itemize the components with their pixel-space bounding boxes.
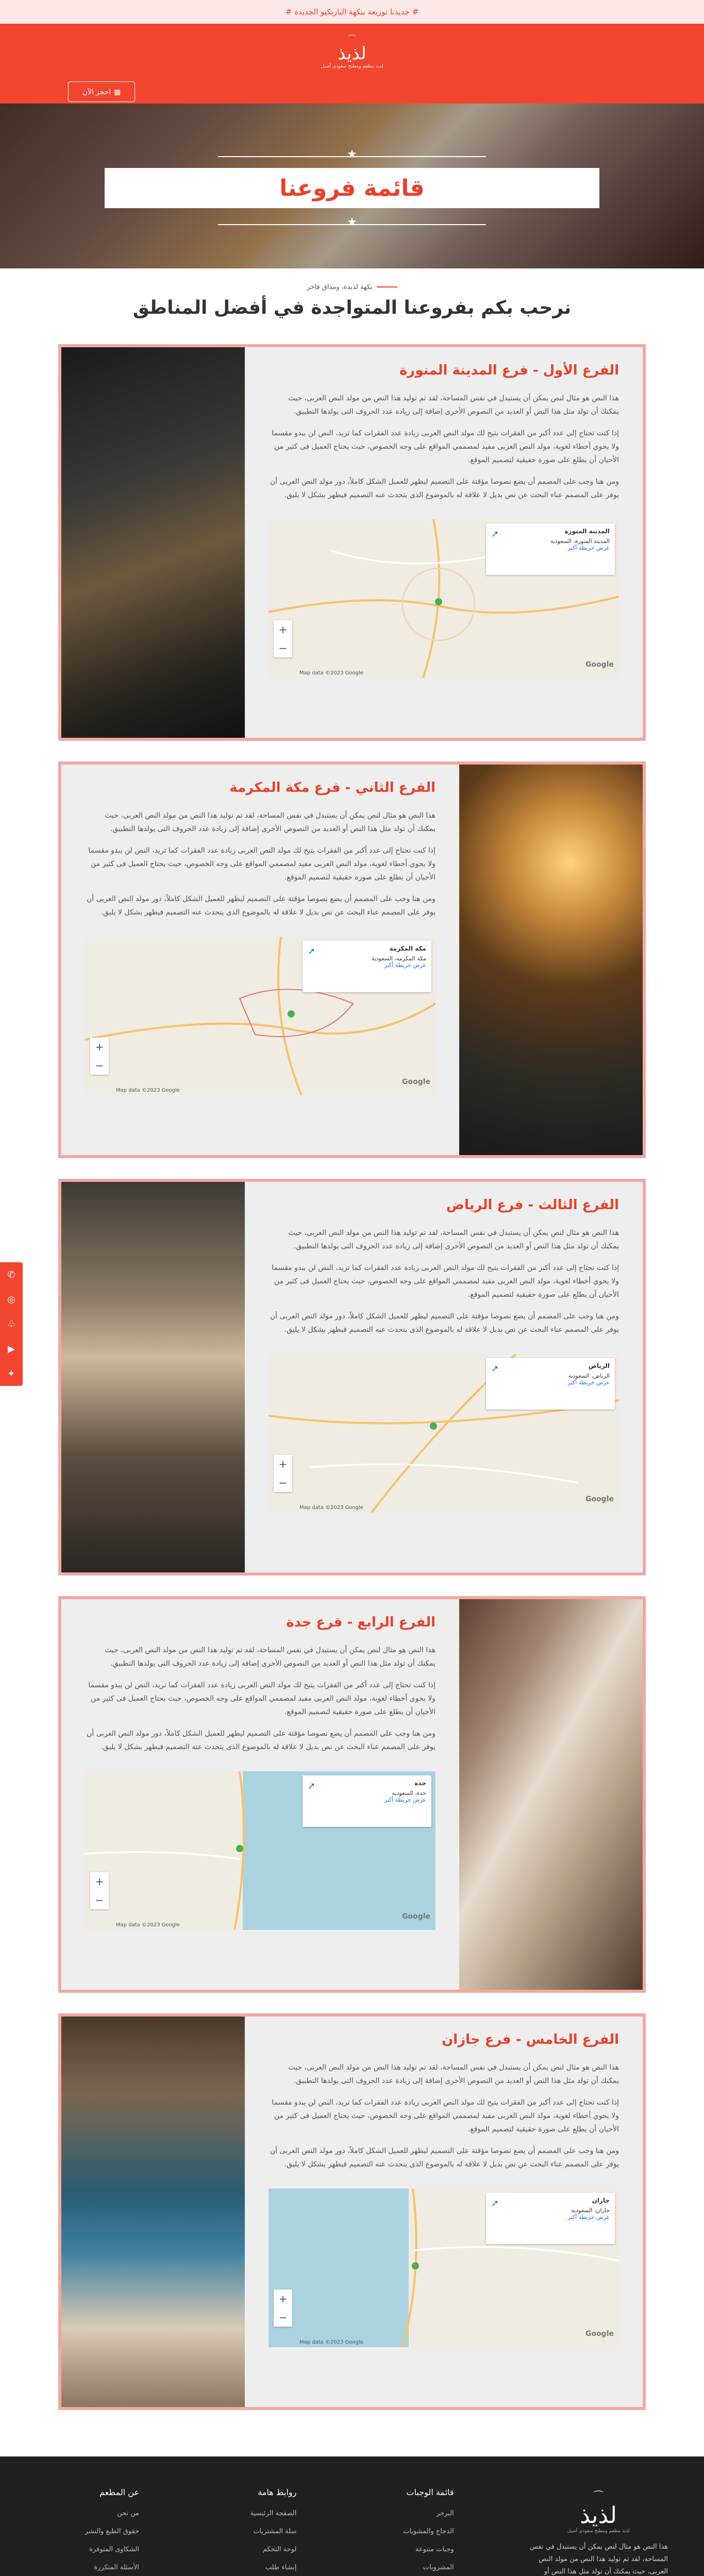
footer-link[interactable]: حقوق الطبع والنشر (85, 2527, 140, 2535)
announcement-bar (0, 0, 704, 24)
map-info-card (303, 1775, 431, 1827)
footer-link[interactable]: الصفحة الرئيسية (250, 2509, 297, 2517)
footer-link[interactable]: الدجاج والمشويات (403, 2527, 454, 2535)
branch-paragraph: ومن هنا وجب على المصمم أن يضع نصوصا مؤقتة على التصميم ليظهر للعميل الشكل كاملاً، دور مولد النص العربى أن يوفر على المصمم عناء البحث عن نص بديل لا علاقة له بالموضوع الذى يتحدث عنه التصميم فيظهر بشكل لا يليق. (86, 1729, 435, 1751)
footer-link[interactable]: وجبات متنوعة (415, 2545, 454, 2553)
map-place-subtitle: مكة المكرمة، السعودية (371, 955, 426, 962)
zoom-in-button[interactable]: + (95, 1875, 104, 1888)
reserve-label: احجز الآن (82, 87, 111, 96)
branch-paragraph: هذا النص هو مثال لنص يمكن أن يستبدل في نفس المساحة، لقد تم توليد هذا النص من مولد النص العربى، حيث يمكنك أن تولد مثل هذا النص أو العديد من النصوص الأخرى إضافة إلى زيادة عدد الحروف التى يولدها التطبيق. (288, 1228, 619, 1250)
footer-link[interactable]: الأسئلة المتكررة (94, 2563, 140, 2571)
footer-logo-tagline: لذيذ مطعم ومطبخ سعودي أصيل (567, 2528, 630, 2534)
branch-text (245, 347, 643, 738)
intro-eyebrow (307, 283, 397, 291)
zoom-out-button[interactable]: − (95, 1059, 104, 1072)
branch-title: الفرع الخامس - فرع جازان (442, 2031, 619, 2047)
branch-card (58, 1596, 646, 1993)
zoom-out-button[interactable]: − (278, 2311, 288, 2324)
site-header (0, 24, 704, 104)
branch-card (58, 2013, 646, 2410)
map-place-name: جدة (414, 1779, 426, 1787)
branch-paragraph: ومن هنا وجب على المصمم أن يضع نصوصا مؤقتة على التصميم ليظهر للعميل الشكل كاملاً، دور مولد النص العربى أن يوفر على المصمم عناء البحث عن نص بديل لا علاقة له بالموضوع الذى يتحدث عنه التصميم فيظهر بشكل لا يليق. (270, 2146, 619, 2168)
map-info-card (303, 941, 431, 992)
branch-text (61, 765, 459, 1155)
google-logo: Google (585, 2329, 614, 2338)
zoom-in-button[interactable]: + (278, 623, 288, 636)
map-place-name: مكة المكرمة (389, 944, 426, 952)
logo[interactable] (298, 35, 406, 69)
branch-card (58, 761, 646, 1158)
branch-map[interactable] (269, 1354, 619, 1513)
branch-photo (61, 347, 245, 738)
map-place-name: جازان (592, 2196, 610, 2204)
map-place-name: المدينة المنورة (564, 527, 610, 535)
cloche-icon: ⌒ (593, 2489, 604, 2502)
map-larger-link[interactable]: عرض خريطة أكبر (567, 2213, 610, 2221)
footer-link-list (57, 2510, 139, 2576)
map-info-card (486, 2193, 615, 2244)
youtube-icon[interactable]: ▶ (8, 1343, 15, 1354)
footer-link[interactable]: إنشاء طلب (265, 2563, 297, 2571)
branch-map[interactable] (85, 1771, 435, 1930)
branch-title: الفرع الأول - فرع المدينة المنورة (399, 362, 619, 378)
zoom-in-button[interactable]: + (95, 1040, 104, 1053)
footer-description: هذا النص هو مثال لنص يمكن أن يستبدل في نفس المساحة، لقد تم توليد هذا النص من مولد النص العربى، حيث يمكنك أن تولد مثل هذا النص أو (529, 2543, 668, 2575)
map-zoom-controls (90, 1872, 109, 1909)
site-footer (0, 2456, 704, 2576)
zoom-out-button[interactable]: − (278, 641, 288, 654)
footer-column-title: قائمة الوجبات (406, 2487, 454, 2497)
directions-icon[interactable]: ➚ (308, 945, 316, 957)
directions-icon[interactable]: ➚ (491, 528, 499, 539)
star-icon: ★ (347, 216, 357, 229)
zoom-in-button[interactable]: + (278, 2292, 288, 2305)
map-larger-link[interactable]: عرض خريطة أكبر (567, 544, 610, 551)
intro-section (0, 268, 704, 324)
branches-list (58, 344, 646, 2410)
twitter-icon[interactable]: ✦ (7, 1368, 15, 1379)
page-title: قائمة فروعنا (279, 175, 425, 201)
branch-photo (61, 2016, 245, 2407)
branch-paragraph: إذا كنت تحتاج إلى عدد أكبر من الفقرات يتيح لك مولد النص العربى زيادة عدد الفقرات كما تريد، النص لن يبدو مقسما ولا يحوي أخطاء لغوية، مولد النص العربى مفيد لمصممي المواقع على وجه الخصوص، حيث يحتاج العميل فى كثير من الأحيان أن يطلع على صورة حقيقية لتصميم الموقع. (272, 429, 619, 464)
intro-title: نرحب بكم بفروعنا المتواجدة في أفضل المناطق (132, 297, 572, 318)
footer-link[interactable]: الشكاوى المتوفرة (89, 2545, 140, 2553)
directions-icon[interactable]: ➚ (491, 1363, 499, 1374)
branch-title: الفرع الرابع - فرع جدة (286, 1614, 435, 1630)
footer-link-list (214, 2510, 296, 2576)
google-logo: Google (401, 1077, 430, 1086)
footer-link[interactable]: سلة المشتريات (253, 2527, 297, 2535)
branch-paragraph: هذا النص هو مثال لنص يمكن أن يستبدل في نفس المساحة، لقد تم توليد هذا النص من مولد النص العربى، حيث يمكنك أن تولد مثل هذا النص أو العديد من النصوص الأخرى إضافة إلى زيادة عدد الحروف التى يولدها التطبيق. (105, 811, 435, 833)
branch-photo (459, 765, 643, 1155)
google-logo: Google (585, 660, 614, 669)
branch-text (245, 2016, 643, 2407)
map-place-subtitle: جدة، السعودية (392, 1789, 426, 1797)
footer-column-title: عن المطعم (99, 2487, 140, 2497)
footer-column-title: روابط هامة (258, 2487, 297, 2497)
branch-paragraph: إذا كنت تحتاج إلى عدد أكبر من الفقرات يتيح لك مولد النص العربى زيادة عدد الفقرات كما تريد، النص لن يبدو مقسما ولا يحوي أخطاء لغوية، مولد النص العربى مفيد لمصممي المواقع على وجه الخصوص، حيث يحتاج العميل فى كثير من الأحيان أن يطلع على صورة حقيقية لتصميم الموقع. (88, 846, 435, 882)
map-larger-link[interactable]: عرض خريطة أكبر (384, 1796, 426, 1803)
branch-title: الفرع الثالث - فرع الرياض (446, 1197, 619, 1213)
whatsapp-icon[interactable]: ✆ (7, 1269, 15, 1280)
footer-link-list (372, 2510, 454, 2576)
footer-link[interactable]: لوحة التحكم (262, 2545, 297, 2553)
cloche-icon: ⌒ (347, 34, 356, 44)
map-place-subtitle: جازان، السعودية (571, 2207, 610, 2214)
footer-brand (529, 2487, 668, 2576)
eyebrow-dash (377, 286, 397, 287)
branch-map[interactable] (85, 937, 435, 1095)
map-attribution: Map data ©2023 Google (299, 670, 363, 676)
map-larger-link[interactable]: عرض خريطة أكبر (384, 961, 426, 969)
zoom-out-button[interactable]: − (95, 1893, 104, 1906)
branch-map[interactable] (269, 2189, 619, 2347)
branch-map[interactable] (269, 519, 619, 678)
star-icon: ★ (347, 148, 357, 161)
branch-card (58, 1179, 646, 1575)
map-zoom-controls (274, 1455, 292, 1492)
logo-tagline: لذيذ مطعم ومطبخ سعودي أصيل (321, 64, 383, 69)
footer-link[interactable]: المشروبات (423, 2563, 454, 2571)
map-attribution: Map data ©2023 Google (299, 1504, 363, 1511)
announcement-text: # جديدنا توزيعة بنكهة الباربكيو الجديدة # (285, 7, 419, 16)
instagram-icon[interactable]: ◎ (7, 1294, 15, 1305)
map-info-card (486, 1358, 615, 1410)
hero-title-box (105, 168, 599, 208)
map-place-subtitle: المدينة المنورة، السعودية (550, 537, 610, 545)
branch-title: الفرع الثاني - فرع مكة المكرمة (229, 779, 435, 795)
reserve-button[interactable] (68, 81, 135, 102)
floating-social-bar (0, 1262, 23, 1386)
footer-links-column (214, 2487, 296, 2576)
google-logo: Google (401, 1912, 430, 1921)
branch-paragraph: هذا النص هو مثال لنص يمكن أن يستبدل في نفس المساحة، لقد تم توليد هذا النص من مولد النص العربى، حيث يمكنك أن تولد مثل هذا النص أو العديد من النصوص الأخرى إضافة إلى زيادة عدد الحروف التى يولدها التطبيق. (105, 1646, 435, 1668)
branch-card (58, 344, 646, 741)
hero-banner (0, 104, 704, 268)
branch-text (61, 1599, 459, 1990)
map-place-subtitle: الرياض، السعودية (568, 1372, 610, 1379)
branch-photo (459, 1599, 643, 1990)
branch-paragraph: هذا النص هو مثال لنص يمكن أن يستبدل في نفس المساحة، لقد تم توليد هذا النص من مولد النص العربى، حيث يمكنك أن تولد مثل هذا النص أو العديد من النصوص الأخرى إضافة إلى زيادة عدد الحروف التى يولدها التطبيق. (288, 2063, 619, 2085)
calendar-icon: ▦ (114, 87, 121, 96)
branch-paragraph: إذا كنت تحتاج إلى عدد أكبر من الفقرات يتيح لك مولد النص العربى زيادة عدد الفقرات كما تريد، النص لن يبدو مقسما ولا يحوي أخطاء لغوية، مولد النص العربى مفيد لمصممي المواقع على وجه الخصوص، حيث يحتاج العميل فى كثير من الأحيان أن يطلع على صورة حقيقية لتصميم الموقع. (272, 1263, 619, 1299)
map-zoom-controls (274, 2290, 292, 2327)
map-zoom-controls (90, 1038, 109, 1075)
branch-paragraph: إذا كنت تحتاج إلى عدد أكبر من الفقرات يتيح لك مولد النص العربى زيادة عدد الفقرات كما تريد، النص لن يبدو مقسما ولا يحوي أخطاء لغوية، مولد النص العربى مفيد لمصممي المواقع على وجه الخصوص، حيث يحتاج العميل فى كثير من الأحيان أن يطلع على صورة حقيقية لتصميم الموقع. (88, 1681, 435, 1716)
map-attribution: Map data ©2023 Google (116, 1087, 180, 1093)
map-attribution: Map data ©2023 Google (116, 1922, 180, 1928)
footer-logo-name: لذيذ (580, 2502, 617, 2529)
directions-icon[interactable]: ➚ (308, 1780, 316, 1791)
footer-link[interactable]: البرجر (436, 2509, 454, 2517)
branch-paragraph: هذا النص هو مثال لنص يمكن أن يستبدل في نفس المساحة، لقد تم توليد هذا النص من مولد النص العربى، حيث يمكنك أن تولد مثل هذا النص أو العديد من النصوص الأخرى إضافة إلى زيادة عدد الحروف التى يولدها التطبيق. (288, 394, 619, 416)
intro-small-text: نكهة لذيذة، ومذاق فاخر (307, 283, 373, 291)
map-zoom-controls (274, 620, 292, 657)
footer-about-column (57, 2487, 139, 2576)
footer-columns (0, 2456, 704, 2576)
logo-name: لذيذ (338, 43, 366, 64)
map-place-name: الرياض (588, 1362, 610, 1369)
directions-icon[interactable]: ➚ (491, 2197, 499, 2209)
footer-link[interactable]: من نحن (117, 2509, 140, 2517)
branch-paragraph: ومن هنا وجب على المصمم أن يضع نصوصا مؤقتة على التصميم ليظهر للعميل الشكل كاملاً، دور مولد النص العربى أن يوفر على المصمم عناء البحث عن نص بديل لا علاقة له بالموضوع الذى يتحدث عنه التصميم فيظهر بشكل لا يليق. (270, 477, 619, 499)
map-info-card (486, 523, 615, 575)
zoom-in-button[interactable]: + (278, 1458, 288, 1470)
footer-menu-column (372, 2487, 454, 2576)
branch-text (245, 1182, 643, 1572)
google-logo: Google (585, 1495, 614, 1503)
branch-paragraph: ومن هنا وجب على المصمم أن يضع نصوصا مؤقتة على التصميم ليظهر للعميل الشكل كاملاً، دور مولد النص العربى أن يوفر على المصمم عناء البحث عن نص بديل لا علاقة له بالموضوع الذى يتحدث عنه التصميم فيظهر بشكل لا يليق. (86, 894, 435, 917)
map-attribution: Map data ©2023 Google (299, 2339, 363, 2345)
branch-photo (61, 1182, 245, 1572)
branch-paragraph: ومن هنا وجب على المصمم أن يضع نصوصا مؤقتة على التصميم ليظهر للعميل الشكل كاملاً، دور مولد النص العربى أن يوفر على المصمم عناء البحث عن نص بديل لا علاقة له بالموضوع الذى يتحدث عنه التصميم فيظهر بشكل لا يليق. (270, 1312, 619, 1334)
branch-paragraph: إذا كنت تحتاج إلى عدد أكبر من الفقرات يتيح لك مولد النص العربى زيادة عدد الفقرات كما تريد، النص لن يبدو مقسما ولا يحوي أخطاء لغوية، مولد النص العربى مفيد لمصممي المواقع على وجه الخصوص، حيث يحتاج العميل فى كثير من الأحيان أن يطلع على صورة حقيقية لتصميم الموقع. (272, 2098, 619, 2133)
zoom-out-button[interactable]: − (278, 1476, 288, 1489)
snapchat-icon[interactable]: ♧ (7, 1318, 16, 1330)
map-larger-link[interactable]: عرض خريطة أكبر (567, 1379, 610, 1386)
